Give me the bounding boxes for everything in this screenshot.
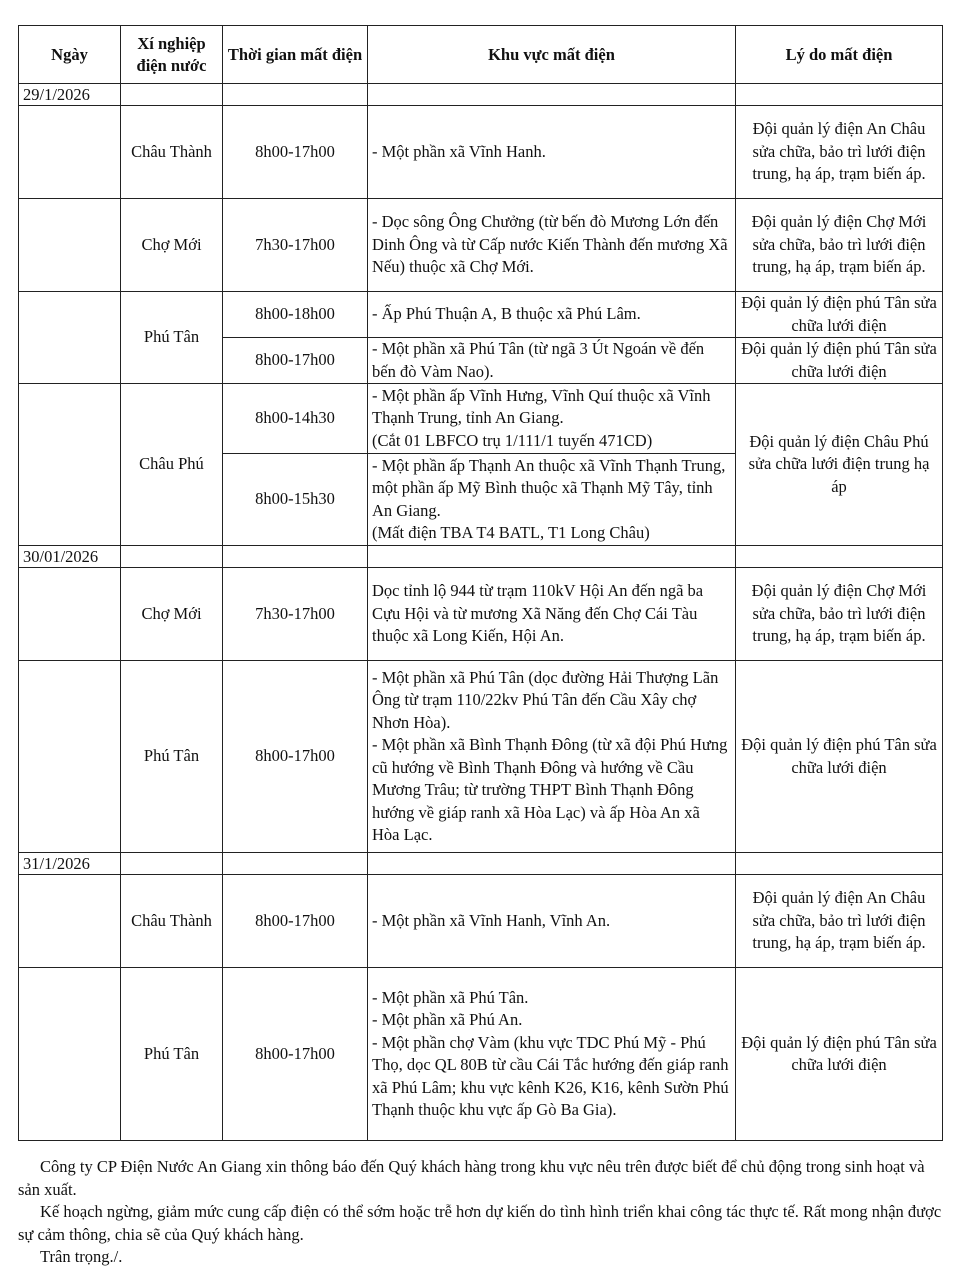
header-area: Khu vực mất điện: [368, 26, 736, 84]
table-row: [19, 968, 943, 1141]
reason-cell: Đội quản lý điện phú Tân sửa chữa lưới điện: [736, 661, 943, 853]
unit-cell: Phú Tân: [121, 968, 223, 1141]
time-cell: 8h00-17h00: [223, 968, 368, 1141]
header-time: Thời gian mất điện: [223, 26, 368, 84]
unit-cell: Phú Tân: [121, 292, 223, 384]
table-row: [19, 875, 943, 968]
area-cell: - Một phần xã Phú Tân (dọc đường Hải Thượng Lãn Ông từ trạm 110/22kv Phú Tân đến Cầu Xây chợ Nhơn Hòa). - Một phần xã Bình Thạnh Đông (từ xã đội Phú Hưng cũ hướng về Bình Thạnh Đông và hướng về Cầu Mương Trâu; từ trường THPT Bình Thạnh Đông hướng về giáp ranh xã Hòa Lạc) và ấp Hòa An xã Hòa Lạc.: [368, 661, 736, 853]
header-unit: Xí nghiệp điện nước: [121, 26, 223, 84]
footer-notes: [18, 1156, 942, 1269]
time-cell: 8h00-14h30: [223, 384, 368, 454]
date-row: [19, 853, 943, 875]
header-row: [19, 26, 943, 84]
table-row: [19, 292, 943, 338]
note-paragraph: Kế hoạch ngừng, giảm mức cung cấp điện có thể sớm hoặc trễ hơn dự kiến do tình hình triển khai công tác thực tế. Rất mong nhận được sự cảm thông, chia sẽ của Quý khách hàng.: [18, 1202, 942, 1244]
time-cell: 8h00-17h00: [223, 661, 368, 853]
table-row: [19, 384, 943, 454]
time-cell: 8h00-17h00: [223, 106, 368, 199]
reason-cell: Đội quản lý điện phú Tân sửa chữa lưới điện: [736, 968, 943, 1141]
time-cell: 8h00-18h00: [223, 292, 368, 338]
unit-cell: Phú Tân: [121, 661, 223, 853]
reason-cell: Đội quản lý điện An Châu sửa chữa, bảo trì lưới điện trung, hạ áp, trạm biến áp.: [736, 106, 943, 199]
area-cell: - Một phần xã Phú Tân (từ ngã 3 Út Ngoán về đến bến đò Vàm Nao).: [368, 338, 736, 384]
time-cell: 8h00-15h30: [223, 454, 368, 546]
header-date: Ngày: [19, 26, 121, 84]
area-cell: - Một phần xã Vĩnh Hanh, Vĩnh An.: [368, 875, 736, 968]
date-row: [19, 546, 943, 568]
outage-schedule-table: [18, 25, 943, 1141]
time-cell: 8h00-17h00: [223, 338, 368, 384]
date-row: [19, 84, 943, 106]
date-cell: 31/1/2026: [19, 853, 121, 875]
reason-cell: Đội quản lý điện Chợ Mới sửa chữa, bảo trì lưới điện trung, hạ áp, trạm biến áp.: [736, 568, 943, 661]
reason-cell: Đội quản lý điện phú Tân sửa chữa lưới điện: [736, 338, 943, 384]
time-cell: 7h30-17h00: [223, 199, 368, 292]
area-cell: - Một phần xã Phú Tân. - Một phần xã Phú An. - Một phần chợ Vàm (khu vực TDC Phú Mỹ - Phú Thọ, dọc QL 80B từ cầu Cái Tắc hướng đến giáp ranh xã Phú Lâm; khu vực kênh K26, K16, kênh Sườn Phú Thạnh thuộc khu vực ấp Gò Ba Gia).: [368, 968, 736, 1141]
reason-cell: Đội quản lý điện Châu Phú sửa chữa lưới điện trung hạ áp: [736, 384, 943, 546]
area-cell: - Ấp Phú Thuận A, B thuộc xã Phú Lâm.: [368, 292, 736, 338]
area-cell: Dọc tỉnh lộ 944 từ trạm 110kV Hội An đến ngã ba Cựu Hội và từ mương Xã Năng đến Chợ Cái Tàu thuộc xã Long Kiến, Hội An.: [368, 568, 736, 661]
table-row: [19, 661, 943, 853]
area-cell: - Một phần ấp Thạnh An thuộc xã Vĩnh Thạnh Trung, một phần ấp Mỹ Bình thuộc xã Thạnh Mỹ Tây, tỉnh An Giang. (Mất điện TBA T4 BATL, T1 Long Châu): [368, 454, 736, 546]
reason-cell: Đội quản lý điện An Châu sửa chữa, bảo trì lưới điện trung, hạ áp, trạm biến áp.: [736, 875, 943, 968]
unit-cell: Chợ Mới: [121, 568, 223, 661]
closing-line: Trân trọng./.: [40, 1247, 123, 1266]
area-cell: - Một phần ấp Vĩnh Hưng, Vĩnh Quí thuộc xã Vĩnh Thạnh Trung, tỉnh An Giang. (Cắt 01 LBFCO trụ 1/111/1 tuyến 471CD): [368, 384, 736, 454]
time-cell: 7h30-17h00: [223, 568, 368, 661]
table-row: [19, 568, 943, 661]
area-cell: - Dọc sông Ông Chưởng (từ bến đò Mương Lớn đến Dinh Ông và từ Cấp nước Kiến Thành đến mương Xã Nếu) thuộc xã Chợ Mới.: [368, 199, 736, 292]
date-cell: 30/01/2026: [19, 546, 121, 568]
reason-cell: Đội quản lý điện Chợ Mới sửa chữa, bảo trì lưới điện trung, hạ áp, trạm biến áp.: [736, 199, 943, 292]
unit-cell: Châu Thành: [121, 106, 223, 199]
table-row: [19, 199, 943, 292]
unit-cell: Châu Phú: [121, 384, 223, 546]
table-row: [19, 106, 943, 199]
area-cell: - Một phần xã Vĩnh Hanh.: [368, 106, 736, 199]
reason-cell: Đội quản lý điện phú Tân sửa chữa lưới điện: [736, 292, 943, 338]
unit-cell: Chợ Mới: [121, 199, 223, 292]
time-cell: 8h00-17h00: [223, 875, 368, 968]
unit-cell: Châu Thành: [121, 875, 223, 968]
note-paragraph: Công ty CP Điện Nước An Giang xin thông báo đến Quý khách hàng trong khu vực nêu trên được biết để chủ động trong sinh hoạt và sản xuất.: [18, 1157, 925, 1199]
date-cell: 29/1/2026: [19, 84, 121, 106]
header-reason: Lý do mất điện: [736, 26, 943, 84]
